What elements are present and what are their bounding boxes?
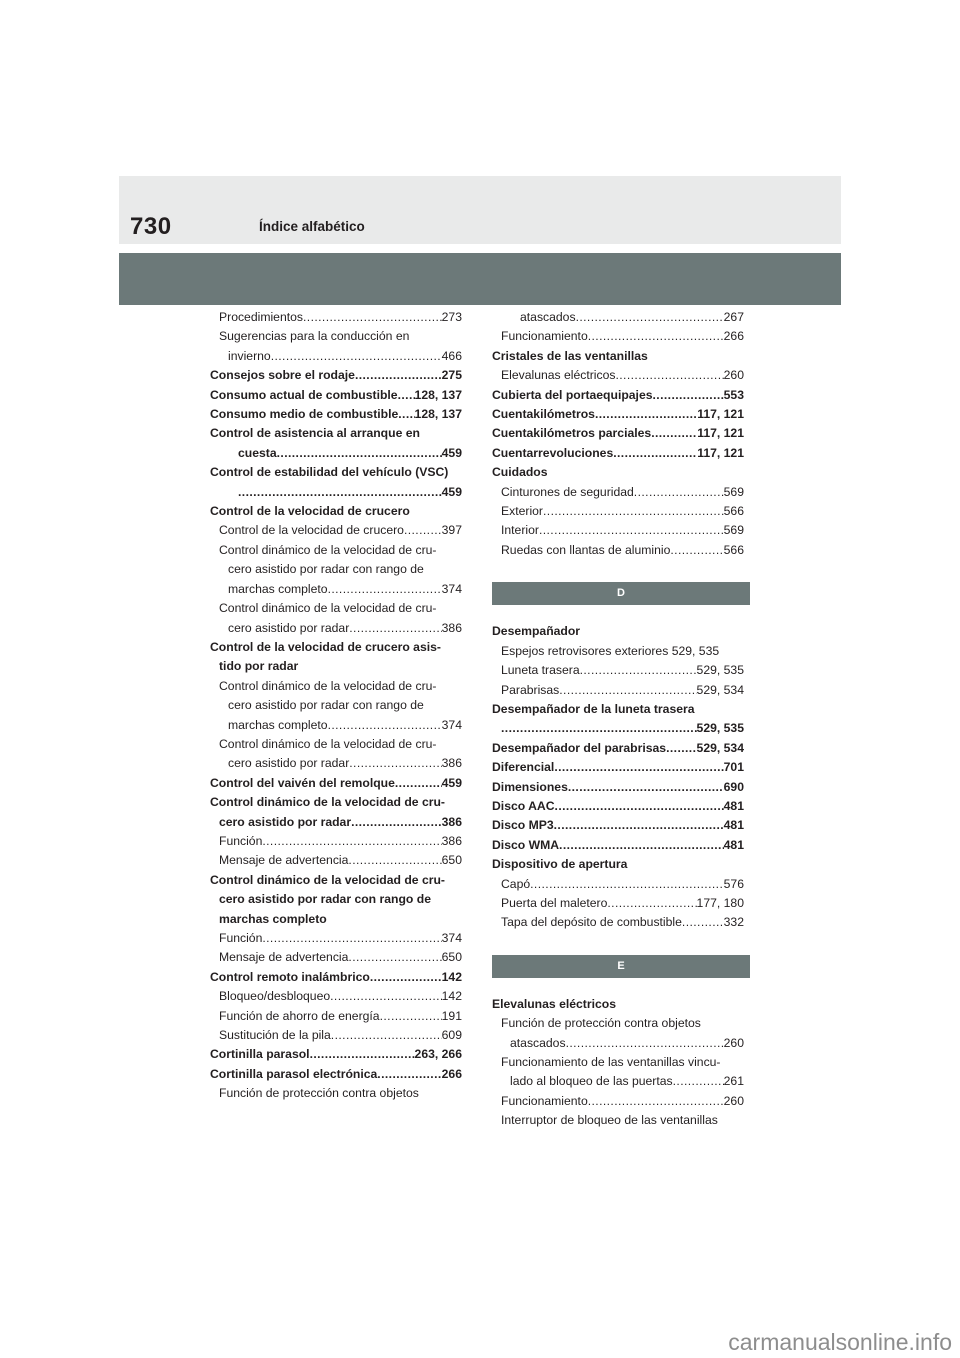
entry-text: marchas completo <box>228 717 328 732</box>
index-entry <box>210 521 462 540</box>
dot-leader <box>613 444 697 463</box>
entry-page: 386 <box>441 756 462 771</box>
dot-leader <box>559 836 724 855</box>
entry-page: 481 <box>723 818 744 833</box>
entry-page: 529, 534 <box>696 682 744 697</box>
entry-text: Control de la velocidad de crucero <box>219 523 404 538</box>
dot-leader <box>539 521 724 540</box>
entry-text: invierno <box>228 348 271 363</box>
entry-page: 117, 121 <box>697 426 744 441</box>
index-entry <box>492 521 744 540</box>
index-entry <box>210 580 462 599</box>
index-entry <box>210 1045 462 1064</box>
entry-page: 332 <box>723 915 744 930</box>
index-entry-text: Espejos retrovisores exteriores 529, 535 <box>501 643 720 658</box>
index-entry-text: Funcionamiento de las ventanillas vincu- <box>501 1055 721 1069</box>
dot-leader <box>303 308 442 327</box>
dot-leader <box>543 502 724 521</box>
entry-text: cero asistido por radar <box>219 814 352 829</box>
index-entry-text: Función de protección contra objetos <box>219 1086 419 1101</box>
entry-text: atascados <box>510 1035 566 1050</box>
dot-leader <box>588 1092 724 1111</box>
index-entry-text: cero asistido por radar con rango de <box>219 892 431 907</box>
index-entry <box>492 758 744 777</box>
dot-leader <box>395 774 442 793</box>
index-entry <box>492 719 744 738</box>
index-entry <box>492 1072 744 1091</box>
entry-text: Función de ahorro de energía <box>219 1008 380 1023</box>
entry-page: 397 <box>441 523 462 538</box>
dot-leader <box>666 739 696 758</box>
index-entry-text: tido por radar <box>219 659 299 674</box>
entry-text: Desempañador del parabrisas <box>492 740 667 755</box>
entry-text: Consejos sobre el rodaje <box>210 368 355 383</box>
entry-text: cero asistido por radar <box>228 620 350 635</box>
index-entry-text: Control dinámico de la velocidad de cru- <box>210 872 445 887</box>
entry-text: Cinturones de seguridad <box>501 484 634 499</box>
header-band <box>119 176 841 244</box>
dot-leader <box>370 968 442 987</box>
index-entry <box>492 836 744 855</box>
index-entry <box>492 541 744 560</box>
dot-leader <box>501 719 697 738</box>
index-entry-text: Función de protección contra objetos <box>501 1016 701 1031</box>
dot-leader <box>607 894 696 913</box>
entry-page: 650 <box>441 853 462 868</box>
index-entry-text: Control dinámico de la velocidad de cru- <box>210 795 445 810</box>
dot-leader <box>580 661 697 680</box>
dot-leader <box>331 1026 442 1045</box>
entry-page: 553 <box>723 387 744 402</box>
index-entry <box>210 754 462 773</box>
index-entry-text: Cristales de las ventanillas <box>492 348 648 363</box>
index-entry <box>492 308 744 327</box>
entry-text: Elevalunas eléctricos <box>501 368 616 383</box>
dot-leader <box>554 758 723 777</box>
index-entry <box>210 929 462 948</box>
index-entry <box>210 483 462 502</box>
dot-leader <box>349 754 441 773</box>
entry-page: 459 <box>441 484 462 499</box>
index-entry-text: Control de asistencia al arranque en <box>210 426 420 441</box>
index-entry <box>492 816 744 835</box>
dot-leader <box>670 541 723 560</box>
index-entry-text: cero asistido por radar con rango de <box>228 562 424 577</box>
index-entry <box>210 774 462 793</box>
entry-page: 128, 137 <box>414 407 462 422</box>
index-entry-text: Desempañador <box>492 624 581 639</box>
index-entry <box>492 661 744 680</box>
index-entry-text: Interruptor de bloqueo de las ventanillas <box>501 1113 718 1128</box>
entry-page: 142 <box>441 969 462 984</box>
index-entry-text: Control dinámico de la velocidad de cru- <box>219 601 437 616</box>
dot-leader <box>330 987 442 1006</box>
entry-page: 576 <box>723 876 744 891</box>
index-entry-text: Cuidados <box>492 465 548 480</box>
dot-leader <box>351 813 442 832</box>
entry-text: Cortinilla parasol electrónica <box>210 1066 378 1081</box>
dot-leader <box>559 681 696 700</box>
entry-page: 459 <box>441 775 462 790</box>
dot-leader <box>262 929 441 948</box>
dot-leader <box>277 444 442 463</box>
index-entry <box>210 968 462 987</box>
entry-page: 701 <box>723 760 744 775</box>
header-bar <box>119 253 841 305</box>
entry-page: 374 <box>441 717 462 732</box>
index-entry <box>492 681 744 700</box>
entry-text: Puerta del maletero <box>501 895 608 910</box>
entry-page: 177, 180 <box>696 895 744 910</box>
dot-leader <box>634 483 724 502</box>
entry-page: 263, 266 <box>414 1047 462 1062</box>
entry-text: Disco WMA <box>492 837 560 852</box>
entry-text: atascados <box>520 310 576 324</box>
entry-text: Capó <box>501 876 531 891</box>
dot-leader <box>651 424 697 443</box>
dot-leader <box>595 405 697 424</box>
entry-text: Mensaje de advertencia <box>219 950 349 965</box>
dot-leader <box>349 619 441 638</box>
entry-page: 529, 534 <box>696 740 744 755</box>
entry-page: 191 <box>441 1008 462 1023</box>
entry-page: 386 <box>441 814 462 829</box>
entry-page: 260 <box>723 1093 744 1108</box>
entry-page: 386 <box>441 620 462 635</box>
index-entry-text: Control de estabilidad del vehículo (VSC) <box>210 465 449 480</box>
entry-text: lado al bloqueo de las puertas <box>510 1074 673 1089</box>
index-entry <box>492 797 744 816</box>
entry-text: Luneta trasera <box>501 663 580 678</box>
entry-page: 569 <box>723 484 744 499</box>
entry-text: Disco AAC <box>492 798 555 813</box>
entry-text: Cortinilla parasol <box>210 1047 310 1062</box>
index-entry <box>210 347 462 366</box>
index-entry <box>210 1065 462 1084</box>
dot-leader <box>355 366 442 385</box>
entry-text: Procedimientos <box>219 310 303 324</box>
entry-text: Tapa del depósito de combustible <box>501 915 682 930</box>
entry-text: Dimensiones <box>492 779 568 794</box>
entry-page: 275 <box>441 368 462 383</box>
entry-text: cuesta <box>238 445 277 460</box>
index-entry <box>210 832 462 851</box>
index-entry-text: Control de la velocidad de crucero <box>210 504 410 519</box>
page-title: Índice alfabético <box>259 219 365 234</box>
entry-page: 566 <box>723 504 744 519</box>
section-header: D <box>492 582 750 605</box>
entry-text: Función <box>219 833 263 848</box>
dot-leader <box>377 1065 441 1084</box>
dot-leader <box>380 1007 442 1026</box>
entry-text: Interior <box>501 523 539 538</box>
watermark: carmanualsonline.info <box>728 1329 952 1355</box>
index-entry-text: Desempañador de la luneta trasera <box>492 701 695 716</box>
index-entry <box>492 778 744 797</box>
index-entry <box>210 987 462 1006</box>
dot-leader <box>530 875 724 894</box>
entry-page: 459 <box>441 445 462 460</box>
entry-text: Consumo actual de combustible <box>210 387 398 402</box>
dot-leader <box>566 1034 724 1053</box>
dot-leader <box>398 386 415 405</box>
index-entry <box>210 366 462 385</box>
index-entry <box>492 444 744 463</box>
index-entry <box>492 739 744 758</box>
index-entry <box>210 813 462 832</box>
entry-text: Parabrisas <box>501 682 560 697</box>
entry-text: Función <box>219 931 263 945</box>
entry-page: 128, 137 <box>414 387 462 402</box>
dot-leader <box>404 521 442 540</box>
entry-text: Diferencial <box>492 760 555 775</box>
index-entry <box>210 444 462 463</box>
entry-page: 374 <box>441 931 462 945</box>
dot-leader <box>328 580 442 599</box>
page-number: 730 <box>130 213 172 240</box>
index-entry <box>492 1092 744 1111</box>
entry-page: 569 <box>723 523 744 538</box>
entry-text: Bloqueo/desbloqueo <box>219 989 331 1004</box>
entry-text: Cuentarrevoluciones <box>492 445 614 460</box>
entry-text: Cuentakilómetros <box>492 407 595 422</box>
entry-text: Cuentakilómetros parciales <box>492 426 652 441</box>
entry-page: 260 <box>723 1035 744 1050</box>
index-entry <box>210 308 462 327</box>
dot-leader <box>555 797 724 816</box>
entry-page: 374 <box>441 581 462 596</box>
entry-page: 386 <box>441 833 462 848</box>
entry-page: 266 <box>723 329 744 344</box>
entry-page: 481 <box>723 798 744 813</box>
dot-leader <box>568 778 724 797</box>
index-entry <box>210 851 462 870</box>
entry-text: Ruedas con llantas de aluminio <box>501 542 671 557</box>
entry-page: 609 <box>441 1028 462 1043</box>
index-entry-text: Control dinámico de la velocidad de cru- <box>219 542 437 557</box>
dot-leader <box>673 1072 724 1091</box>
entry-page: 260 <box>723 368 744 383</box>
index-entry <box>210 948 462 967</box>
index-entry <box>492 327 744 346</box>
dot-leader <box>554 816 724 835</box>
index-entry <box>210 1007 462 1026</box>
index-entry-text: marchas completo <box>219 911 327 926</box>
dot-leader <box>398 405 414 424</box>
entry-page: 266 <box>441 1066 462 1081</box>
dot-leader <box>348 948 441 967</box>
dot-leader <box>588 327 724 346</box>
index-entry-text: Dispositivo de apertura <box>492 857 628 872</box>
index-entry-text: Control dinámico de la velocidad de cru- <box>219 736 437 751</box>
entry-text: Mensaje de advertencia <box>219 853 349 868</box>
index-entry-text: Sugerencias para la conducción en <box>219 329 410 344</box>
entry-text: Control remoto inalámbrico <box>210 969 370 984</box>
index-entry-text: Elevalunas eléctricos <box>492 996 616 1011</box>
dot-leader <box>348 851 441 870</box>
entry-page: 267 <box>723 310 744 324</box>
dot-leader <box>238 483 442 502</box>
entry-page: 566 <box>723 542 744 557</box>
index-entry <box>492 424 744 443</box>
index-entry <box>492 405 744 424</box>
index-entry <box>492 483 744 502</box>
index-entry <box>210 1026 462 1045</box>
entry-page: 117, 121 <box>697 407 744 422</box>
entry-page: 117, 121 <box>697 445 744 460</box>
index-entry-text: Control de la velocidad de crucero asis- <box>210 639 441 654</box>
index-entry <box>210 716 462 735</box>
entry-page: 481 <box>723 837 744 852</box>
index-entry-text: cero asistido por radar con rango de <box>228 698 424 713</box>
index-entry <box>210 386 462 405</box>
entry-text: Funcionamiento <box>501 329 588 344</box>
dot-leader <box>576 308 724 327</box>
dot-leader <box>262 832 441 851</box>
index-entry <box>492 502 744 521</box>
index-entry <box>210 619 462 638</box>
section-header: E <box>492 955 750 978</box>
dot-leader <box>653 386 724 405</box>
entry-page: 466 <box>441 348 462 363</box>
entry-page: 650 <box>441 950 462 965</box>
entry-text: Sustitución de la pila <box>219 1028 331 1043</box>
index-entry <box>210 405 462 424</box>
entry-page: 529, 535 <box>696 721 744 736</box>
entry-text: marchas completo <box>228 581 328 596</box>
index-entry <box>492 1034 744 1053</box>
dot-leader <box>271 347 442 366</box>
dot-leader <box>310 1045 415 1064</box>
entry-page: 529, 535 <box>696 663 744 678</box>
dot-leader <box>682 913 724 932</box>
entry-page: 261 <box>723 1074 744 1089</box>
index-entry <box>492 366 744 385</box>
index-entry <box>492 875 744 894</box>
index-entry-text: Control dinámico de la velocidad de cru- <box>219 678 437 693</box>
index-column-right <box>492 308 744 1131</box>
dot-leader <box>615 366 723 385</box>
index-entry <box>492 894 744 913</box>
entry-text: Disco MP3 <box>492 818 554 833</box>
entry-page: 142 <box>441 989 462 1004</box>
entry-text: Control del vaivén del remolque <box>210 775 395 790</box>
entry-text: cero asistido por radar <box>228 756 350 771</box>
index-column-left <box>210 308 462 1104</box>
entry-text: Funcionamiento <box>501 1093 588 1108</box>
entry-text: Consumo medio de combustible <box>210 407 399 422</box>
entry-text: Exterior <box>501 504 543 519</box>
index-entry <box>492 386 744 405</box>
index-entry <box>492 913 744 932</box>
entry-page: 273 <box>441 310 462 324</box>
entry-page: 690 <box>723 779 744 794</box>
entry-text: Cubierta del portaequipajes <box>492 387 653 402</box>
dot-leader <box>328 716 442 735</box>
